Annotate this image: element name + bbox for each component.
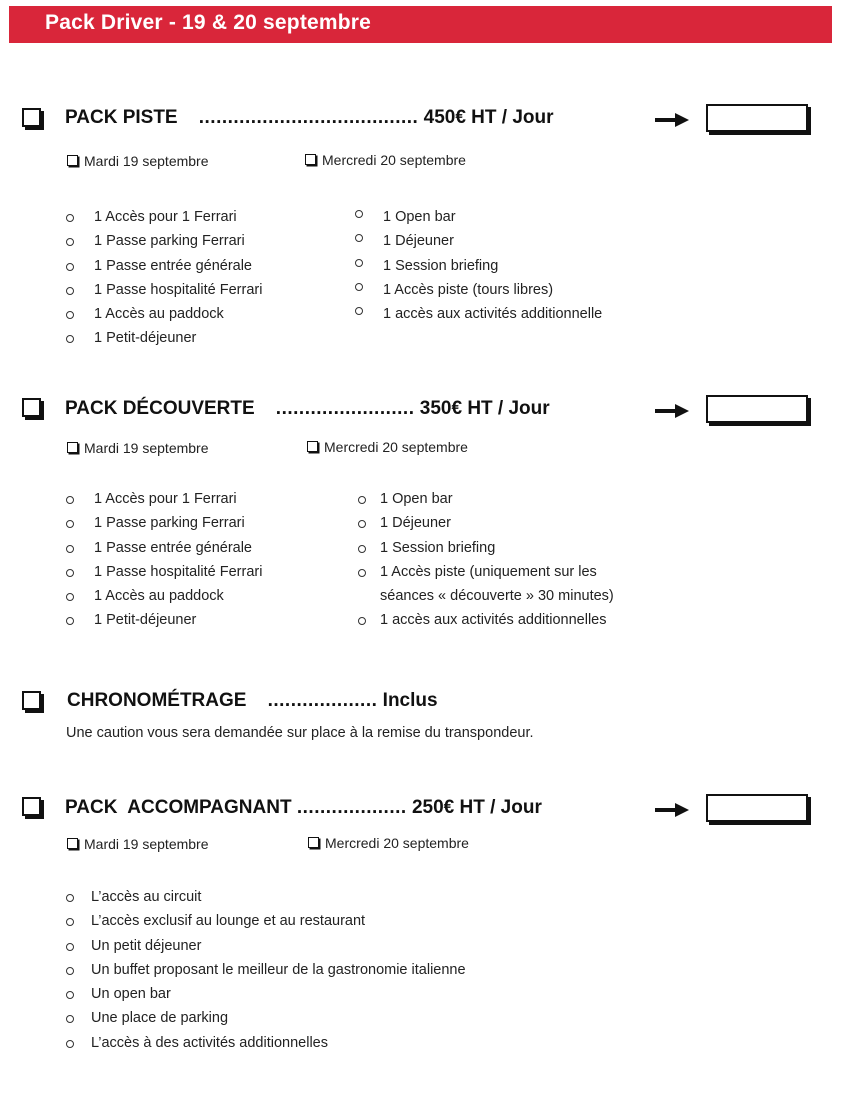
list-item: Un buffet proposant le meilleur de la gastronomie italienne [66, 958, 466, 982]
list-item: 1 Open bar [355, 205, 602, 229]
day-option-mardi[interactable]: Mardi 19 septembre [67, 440, 209, 456]
pack-piste-checkbox[interactable] [22, 108, 41, 127]
dot-leader: ........................ [275, 398, 415, 419]
page-title: Pack Driver - 19 & 20 septembre [45, 11, 372, 34]
dot-leader: ................... [296, 797, 407, 818]
list-item: 1 Open bar [358, 487, 614, 511]
list-item: L’accès à des activités additionnelles [66, 1031, 466, 1055]
pack-decouverte-quantity-field[interactable] [706, 395, 808, 423]
list-item: 1 accès aux activités additionnelles [358, 608, 614, 632]
day-option-mercredi[interactable]: Mercredi 20 septembre [305, 152, 466, 168]
checkbox-icon[interactable] [67, 155, 78, 166]
header-banner [9, 6, 832, 43]
pack-name: CHRONOMÉTRAGE [67, 690, 247, 711]
list-item: 1 Session briefing [355, 254, 602, 278]
pack-name: PACK PISTE [65, 107, 178, 128]
list-item: 1 Passe parking Ferrari [66, 511, 262, 535]
pack-decouverte-title [65, 398, 550, 420]
dot-leader: ...................................... [198, 107, 419, 128]
list-item: 1 Petit-déjeuner [66, 326, 262, 350]
list-item: Une place de parking [66, 1006, 466, 1030]
day-option-mercredi[interactable]: Mercredi 20 septembre [307, 439, 468, 455]
checkbox-icon[interactable] [308, 837, 319, 848]
list-item-continuation: séances « découverte » 30 minutes) [380, 588, 614, 605]
list-item: 1 Session briefing [358, 536, 614, 560]
arrow-right-icon [655, 404, 689, 418]
dot-leader: ................... [267, 690, 378, 711]
list-item: 1 Passe parking Ferrari [66, 229, 262, 253]
checkbox-icon[interactable] [67, 838, 78, 849]
pack-decouverte-checkbox[interactable] [22, 398, 41, 417]
day-option-mercredi[interactable]: Mercredi 20 septembre [308, 835, 469, 851]
pack-piste-right-list [355, 205, 602, 326]
checkbox-icon[interactable] [307, 441, 318, 452]
list-item: 1 Accès piste (tours libres) [355, 278, 602, 302]
arrow-right-icon [655, 803, 689, 817]
pack-accompagnant-quantity-field[interactable] [706, 794, 808, 822]
list-item: 1 Passe hospitalité Ferrari [66, 560, 262, 584]
list-item: 1 Passe entrée générale [66, 254, 262, 278]
list-item: Un petit déjeuner [66, 934, 466, 958]
pack-accompagnant-title [65, 797, 542, 819]
pack-price: 350€ HT / Jour [419, 398, 550, 419]
pack-decouverte-right-list [358, 487, 614, 633]
list-item: 1 Passe entrée générale [66, 536, 262, 560]
chronometrage-title [67, 690, 438, 712]
pack-name: PACK DÉCOUVERTE [65, 398, 255, 419]
list-item: L’accès au circuit [66, 885, 466, 909]
list-item: 1 Petit-déjeuner [66, 608, 262, 632]
pack-accompagnant-checkbox[interactable] [22, 797, 41, 816]
day-option-mardi[interactable]: Mardi 19 septembre [67, 153, 209, 169]
list-item: L’accès exclusif au lounge et au restaurant [66, 909, 466, 933]
list-item: 1 Déjeuner [355, 229, 602, 253]
list-item: 1 Accès au paddock [66, 584, 262, 608]
checkbox-icon[interactable] [305, 154, 316, 165]
pack-price: 250€ HT / Jour [411, 797, 542, 818]
chronometrage-checkbox[interactable] [22, 691, 41, 710]
pack-decouverte-left-list [66, 487, 262, 633]
list-item: 1 accès aux activités additionnelle [355, 302, 602, 326]
list-item: 1 Déjeuner [358, 511, 614, 535]
list-item: 1 Accès au paddock [66, 302, 262, 326]
pack-price: 450€ HT / Jour [423, 107, 554, 128]
arrow-right-icon [655, 113, 689, 127]
list-item: 1 Passe hospitalité Ferrari [66, 278, 262, 302]
list-item: Un open bar [66, 982, 466, 1006]
pack-piste-quantity-field[interactable] [706, 104, 808, 132]
list-item: 1 Accès pour 1 Ferrari [66, 205, 262, 229]
pack-accompagnant-list [66, 885, 466, 1055]
day-option-mardi[interactable]: Mardi 19 septembre [67, 836, 209, 852]
chronometrage-note: Une caution vous sera demandée sur place à la remise du transpondeur. [66, 725, 534, 741]
list-item: 1 Accès pour 1 Ferrari [66, 487, 262, 511]
checkbox-icon[interactable] [67, 442, 78, 453]
pack-price: Inclus [382, 690, 438, 711]
pack-piste-title [65, 107, 554, 129]
list-item: 1 Accès piste (uniquement sur les [358, 560, 614, 584]
pack-name: PACK ACCOMPAGNANT [65, 797, 292, 818]
pack-piste-left-list [66, 205, 262, 351]
